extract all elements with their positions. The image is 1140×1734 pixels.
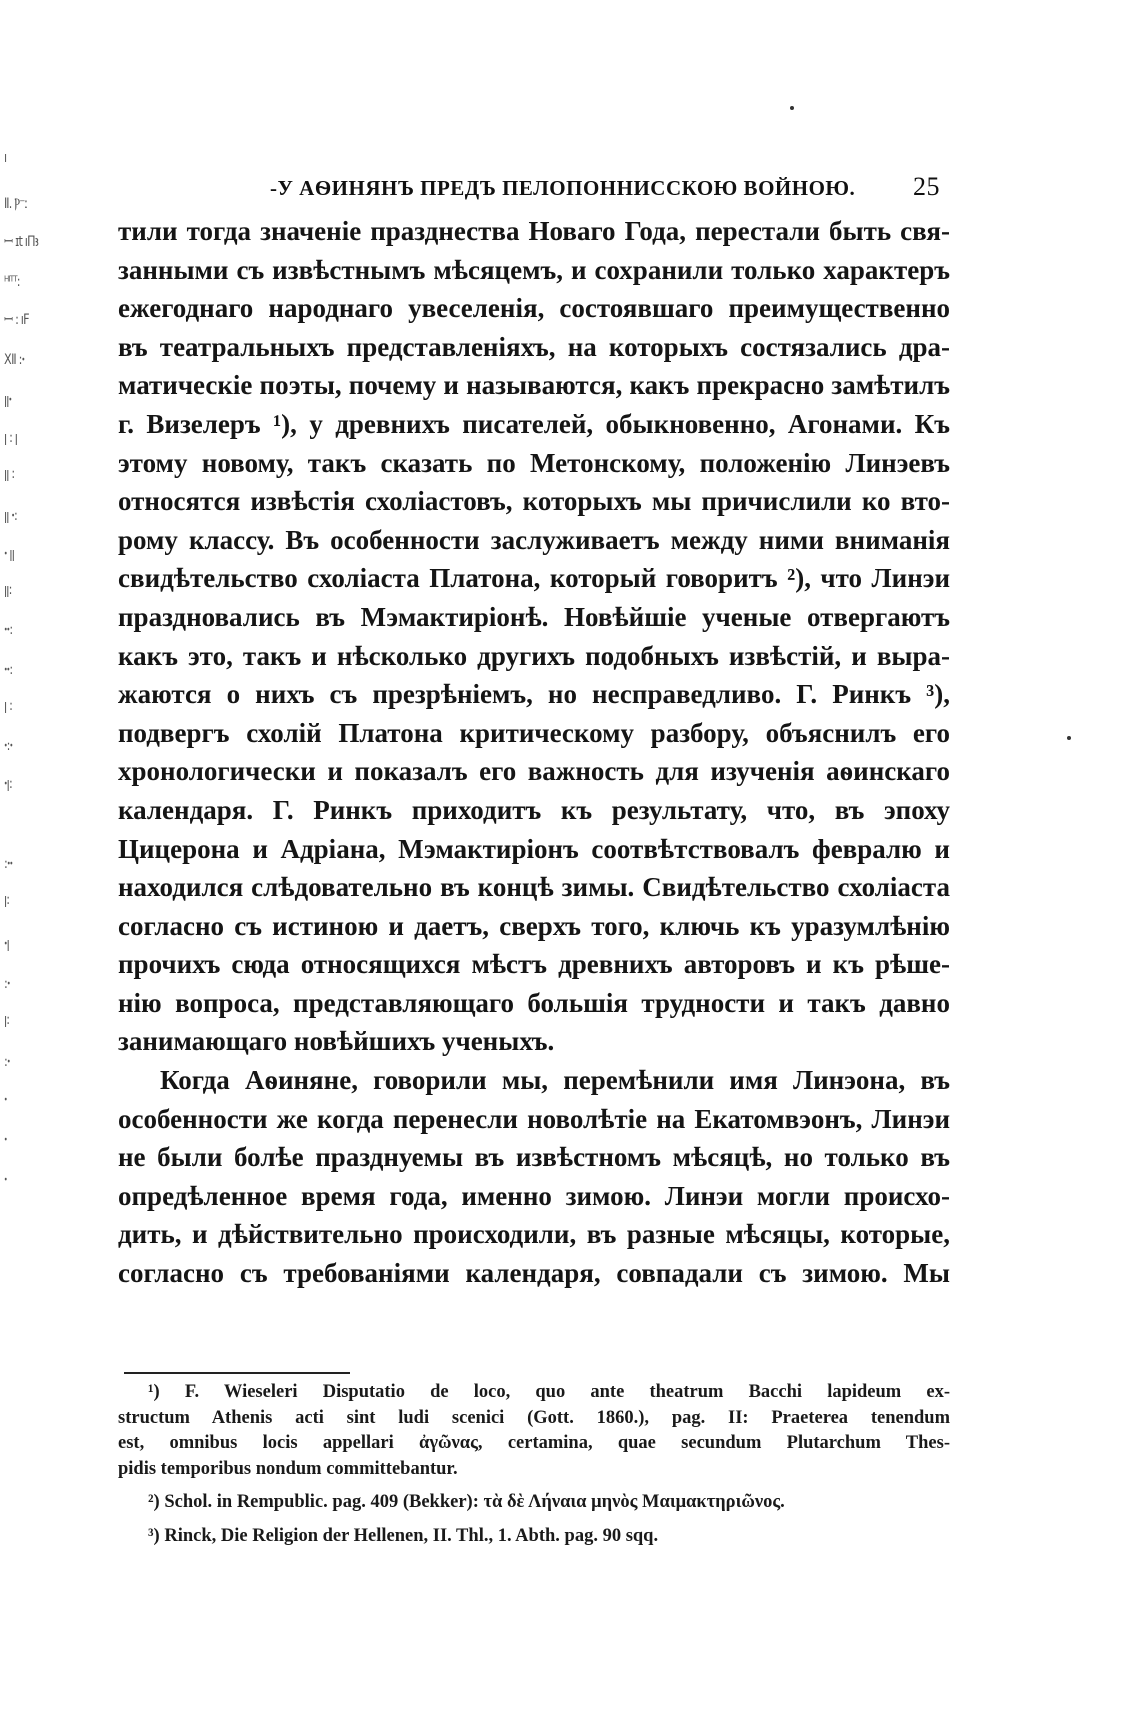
gutter-mark: ı (4, 150, 7, 166)
body-text (118, 212, 950, 1293)
text-line: ежегоднаго народнаго увеселенія, состоявшаго преимущественно (118, 293, 950, 324)
gutter-mark: ꞏ (4, 1092, 7, 1108)
gutter-mark: ꞏꞁ (4, 936, 9, 952)
gutter-mark: ꞏ꞉ꞏ (4, 738, 13, 754)
footnote-1-line: est, omnibus locis appellari ἀγῶνας, certamina, quae secundum Plutarchum Thes- (118, 1433, 950, 1453)
text-line: календаря. Г. Ринкъ приходитъ къ результату, что, въ эпоху (118, 794, 950, 825)
gutter-mark: ꞉ꞏ (4, 1054, 10, 1070)
text-line: не были болѣе празднуемы въ извѣстномъ мѣсяцѣ, но только въ (118, 1142, 950, 1173)
footnote-rule (124, 1372, 350, 1374)
stray-dot (790, 106, 794, 110)
text-line: прочихъ сюда относящихся мѣстъ древнихъ авторовъ и къ рѣше- (118, 949, 950, 980)
gutter-mark: ꞏ (4, 1132, 7, 1148)
gutter-mark: ꞁ ꞉ ꞁ (4, 430, 18, 446)
text-line: подвергъ схолій Платона критическому разбору, объяснилъ его (118, 717, 950, 748)
text-line: жаются о нихъ съ презрѣніемъ, но несправедливо. Г. Ринкъ ³), (118, 679, 950, 710)
gutter-mark: Ⅱ. Ⲣ⁻ː (4, 196, 28, 212)
text-line: свидѣтельство схоліаста Платона, который говоритъ ²), что Линэи (118, 563, 950, 594)
gutter-mark: ꞁ ꞉ (4, 698, 13, 714)
text-line: находился слѣдовательно въ концѣ зимы. Свидѣтельство схоліаста (118, 872, 950, 903)
gutter-mark: ꞉ꞏꞏ (4, 856, 13, 872)
gutter-mark: ꞏꞏ꞉ (4, 622, 13, 638)
paragraph-start-line: Когда Аѳиняне, говорили мы, перемѣнили имя Линэона, въ (160, 1065, 950, 1096)
text-line: матическіе поэты, почему и называются, какъ прекрасно замѣтилъ (118, 370, 950, 401)
gutter-mark: ꞁꞁ꞉ (4, 582, 12, 598)
text-line: согласно съ требованіями календаря, совпадали съ зимою. Мы (118, 1258, 950, 1289)
stray-dot (1067, 736, 1071, 740)
text-line: какъ это, такъ и нѣсколько другихъ подобныхъ извѣстій, и выра- (118, 640, 950, 671)
text-line: занными съ извѣстнымъ мѣсяцемъ, и сохранили только характеръ (118, 254, 950, 285)
text-line: праздновались въ Мэмактиріонѣ. Новѣйшіе ученые отвергаютъ (118, 601, 950, 632)
gutter-mark: ꞁꞁ ꞏ꞉ (4, 508, 18, 524)
gutter-mark: ꞏꞏ꞉ (4, 662, 13, 678)
footnote-1-line: ¹) F. Wieseleri Disputatio de loco, quo ante theatrum Bacchi lapideum ex- (148, 1382, 950, 1402)
text-line: дить, и дѣйствительно происходили, въ разные мѣсяцы, которые, (118, 1219, 950, 1250)
gutter-mark: ꞁꞁ ꞉ (4, 466, 15, 482)
footnote-3: ³) Rinck, Die Religion der Hellenen, II. Thl., 1. Abth. pag. 90 sqq. (148, 1525, 659, 1546)
text-line: опредѣленное время года, именно зимою. Линэи могли происхо- (118, 1180, 950, 1211)
page-header (250, 172, 940, 206)
gutter-mark: ꞁ꞉ (4, 892, 10, 908)
text-line: тили тогда значеніе празднества Новаго Года, перестали быть свя- (118, 216, 950, 246)
text-line: занимающаго новѣйшихъ ученыхъ. (118, 1026, 555, 1057)
text-line: г. Визелеръ ¹), у древнихъ писателей, обыкновенно, Агонами. Къ (118, 408, 950, 439)
text-line: въ театральныхъ представленіяхъ, на которыхъ состязались дра- (118, 331, 950, 362)
footnote-2: ²) Schol. in Rempublic. pag. 409 (Bekker): τὰ δὲ Λήναια μηνὸς Μαιμακτηριῶνος. (148, 1492, 785, 1512)
footnote-1-line: pidis temporibus nondum committebantur. (118, 1458, 458, 1479)
text-line: согласно съ истиною и даетъ, сверхъ того, ключь къ уразумлѣнію (118, 910, 950, 941)
footnote-1-line: structum Athenis acti sint ludi scenici (Gott. 1860.), pag. II: Praeterea tenendum (118, 1407, 950, 1428)
gutter-mark: ꞁ꞉ (4, 1012, 10, 1028)
gutter-mark: ꞏꞁ꞉ (4, 776, 12, 792)
text-line: относятся извѣстія схоліастовъ, которыхъ мы причислили ко вто- (118, 486, 950, 517)
gutter-mark: ꞏ ꞁꞁ (4, 546, 15, 562)
gutter-mark: ꞉ꞏ (4, 976, 10, 992)
text-line: рому классу. Въ особенности заслуживаетъ между ними вниманія (118, 524, 950, 555)
gutter-bleed-through (4, 150, 64, 1250)
gutter-mark: ꞏ (4, 1172, 7, 1188)
gutter-mark: ꟷ ꞉ ıF (4, 312, 29, 328)
text-line: этому новому, такъ сказать по Метонскому, положенію Линэевъ (118, 447, 950, 478)
text-line: особенности же когда перенесли новолѣтіе на Екатомвэонъ, Линэи (118, 1103, 950, 1134)
gutter-mark: Ⅻ ꞉ꞏ (4, 352, 25, 368)
text-line: Цицерона и Адріана, Мэмактиріонъ соотвѣтствовалъ февралю и (118, 833, 950, 864)
gutter-mark: ꟷ ɪt ıПꜣ (4, 234, 38, 250)
running-head: -У АѲИНЯНЪ ПРЕДЪ ПЕЛОПОННИССКОЮ ВОЙНОЮ. (270, 176, 856, 200)
text-line: хронологически и показалъ его важность для изученія аѳинскаго (118, 756, 950, 787)
page-number: 25 (913, 172, 940, 201)
gutter-mark: ᴴᴵᵀᵀ: (4, 274, 20, 290)
text-line: нію вопроса, представляющаго большія трудности и такъ давно (118, 987, 950, 1018)
footnotes (118, 1380, 950, 1549)
gutter-mark: ꞁꞁꞏ (4, 392, 12, 408)
